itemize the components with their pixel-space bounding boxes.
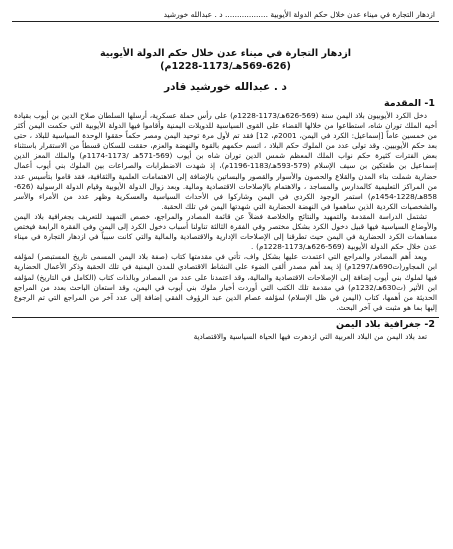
paragraph-geography: تعد بلاد اليمن من البلاد العربية التي ازدهرت فيها الحياة السياسية والاقتصادية <box>193 331 427 341</box>
author-name: د . عبدالله خورشيد قادر <box>164 81 287 93</box>
running-header <box>12 8 439 22</box>
paper-title-dates: (569-626هـ/1173-1228م) <box>160 61 291 72</box>
paragraph-intro: دخل الكرد الأيوبيون بلاد اليمن سنة (569-626هـ/1173-1228م) على رأس حملة عسكرية، أرسلها السلطان صلاح الدين بن أيوب بقيادة أخيه الملك توران شاه، استطاعوا من خلالها القضاء على القوى السياسية للدويلات اليمنية وأقاموا فيها الدولة الأيوبية التي حكمت اليمن أكثر من خمسين عاماً [إسماعيل: الكرد في اليمن، 2001م، 12] فقد تم لأول مرة توحيد اليمن ومصر حكماً حققوا الوحدة السياسية للبلاد ، حتى بعد حكم الأيوبيين. وقد تولى عدد من الملوك حكم البلاد ، اتسم حكمهم بالقوة والنهضة والعزم، حققت للسكان قسطاً من الاستقرار باستثناء بعض الفترات كثيرة حكم نواب الملك المعظم شمس الدين توران شاه بن أيوب (569-571هـ /1173-1174م) والملك المعز الدين إسماعيل بن طغتكين بن سيف الإسلام (579-593هـ/1183-1196م)، إذ شهدت الاضطرابات والصراعات بين الملوك بني أيوب أعمال حضارية شملت بناء المدن والقلاع والحصون والأسوار والقصور والبساتين بالإضافة إلى الاهتمامات العلمية والثقافية، فقد قاموا بتأسيس عدد من المراكز التعليمية كالمدارس والمساجد ، والاهتمام بالإصلاحات الاقتصادية ومالية. وبعد زوال الدولة الأيوبية وقيام الدولة الرسولية (626-858هـ/1228-1454م) استمر الوجود الكردي في اليمن وشاركوا في الأحداث السياسية والعسكرية وظهر عدد من الأمراء والأسر والشخصيات الكردية الذين ساهموا في النهضة الحضارية التي شهدتها اليمن في تلك الحقبة. <box>14 111 438 211</box>
paper-title: ازدهار التجارة في ميناء عدن خلال حكم الدولة الأيوبية <box>99 48 352 59</box>
paragraph-sources: ويعد أهم المصادر والمراجع التي اعتمدت عليها بشكل واف، تأتي في مقدمتها كتاب (صفة بلاد اليمن المسمى تاريخ المستبصر) لمؤلفه ابن المجاور(ت690هـ/1297م) إذ يعد أهم مصدر ألقى الضوء على النشاط الاقتصادي للمدن اليمنية في تلك الحقبة وذكر الأعمال الحضارية فيها لملوك بني أيوب إضافة إلى الإصلاحات الاقتصادية والمالية، وقد اعتمدنا على عدد من المصادر وبالذات كتاب (الكامل في التاريخ) لمؤلفه ابن الأثير (ت630هـ/1232م) في مقدمة تلك الكتب التي أوردت أخبار ملوك بني أيوب في اليمن، وقد استعان الباحث بعدد من المراجع الحديثة من أهمها، كتاب (اليمن في ظل الإسلام) لمؤلفه عصام الدين عبد الرؤوف الفقي إضافة إلى عدد آخر من المراجع التي تم الرجوع إليها بما هو مثبت في آخر البحث. <box>14 252 437 312</box>
section-heading-introduction: 1- المقدمة <box>383 98 435 109</box>
section-heading-geography: 2- جغرافية بلاد اليمن <box>12 317 439 331</box>
running-header-text: ازدهار التجارة في ميناء عدن خلال حكم الدولة الأيوبية .................. د . عبدالله خورشيد <box>163 10 435 19</box>
paragraph-structure: تشتمل الدراسة المقدمة والتمهيد والنتائج والخلاصة فضلاً عن قائمة المصادر والمراجع، خصص التمهيد للتعريف بجغرافية بلاد اليمن والأوضاع السياسية فيها قبيل دخول الكرد بشكل مختصر وفي الفقرة الثالثة تناولنا أسباب دخول الكرد إلى اليمن وفي الفقرة الرابعة فيختص مساهمات الكرد الحضارية في اليمن حيث تطرقنا إلى الإصلاحات الإدارية والاقتصادية والمالية والتي كانت سبباً في ازدهار التجارة في ميناء عدن خلال حكم الدولة الأيوبية (569-626هـ/1173-1228م) . <box>14 211 437 252</box>
